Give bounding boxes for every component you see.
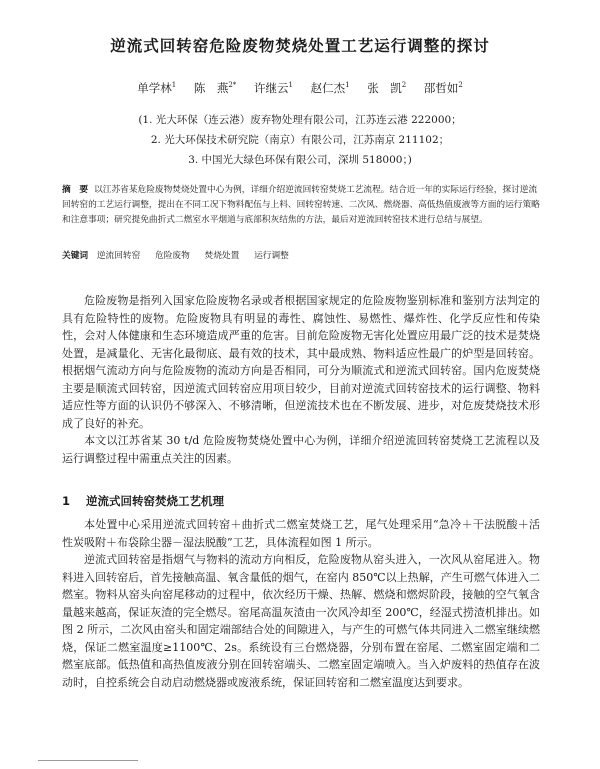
author-list [0, 80, 600, 96]
paragraph: 危险废物是指列入国家危险废物名录或者根据国家规定的危险废物鉴别标准和鉴别方法判定的具有危险特性的废物。危险废物具有明显的毒性、腐蚀性、易燃性、爆炸性、化学反应性和传染性，会对人体健康和生态环境造成严重的危害。目前危险废物无害化处置应用最广泛的技术是焚烧处置，是减量化、无害化最彻底、最有效的技术，其中最成熟、物料适应性最广的炉型是回转窑。根据烟气流动方向与危险废物的流动方向是否相同，可分为顺流式和逆流式回转窑。国内危废焚烧主要是顺流式回转窑，因逆流式回转窑应用项目较少，目前对逆流式回转窑技术的运行调整、物料适应性等方面的认识仍不够深入、不够清晰，但逆流技术也在不断发展、进步，对危废焚烧技术形成了良好的补充。 [62, 294, 540, 430]
footnote-rule [38, 760, 138, 761]
section-number: 1 [62, 494, 71, 508]
paragraph: 本处置中心采用逆流式回转窑＋曲折式二燃室焚烧工艺，尾气处理采用“急冷＋干法脱酸＋活性炭吸附＋布袋除尘器－湿法脱酸”工艺，具体流程如图 1 所示。 [62, 518, 540, 549]
affiliation-2: 2. 光大环保技术研究院（南京）有限公司，江苏南京 211102； [150, 134, 450, 146]
abstract-text: 以江苏省某危险废物焚烧处置中心为例，详细介绍逆流回转窑焚烧工艺流程。结合近一年的实际运行经验，探讨逆流回转窑的工艺运行调整，提出在不同工况下物料配伍与上料、回转窑转速、二次风、燃烧器、高低热值废液等方面的运行策略和注意事项；研究提免曲折式二燃室水平烟道与底部积灰结焦的方法，最后对逆流回转窑技术进行总结与展望。 [62, 185, 540, 225]
keyword: 逆流回转窑 [96, 251, 141, 261]
paper-title: 逆流式回转窑危险废物焚烧处置工艺运行调整的探讨 [110, 37, 490, 55]
affiliation-1: (1. 光大环保（连云港）废弃物处理有限公司，江苏连云港 222000； [138, 114, 462, 126]
author: 张 凯$^2$ [367, 81, 407, 95]
author: 邵哲如$^2$ [423, 81, 463, 95]
abstract-label: 摘 要 [62, 185, 89, 195]
keyword: 运行调整 [254, 251, 289, 261]
keyword: 焚烧处置 [204, 251, 240, 261]
author: 陈 燕$^{2*}$ [193, 81, 237, 95]
author: 单学林$^1$ [137, 81, 177, 95]
author: 赵仁杰$^1$ [310, 81, 350, 95]
affiliation-3: 3. 中国光大绿色环保有限公司，深圳 518000；) [188, 154, 412, 166]
abstract [62, 183, 540, 228]
keyword: 危险废物 [155, 251, 190, 261]
keywords-label: 关键词 [62, 251, 89, 261]
author: 许继云$^1$ [253, 81, 293, 95]
section-heading [62, 493, 224, 509]
section-title: 逆流式回转窑焚烧工艺机理 [86, 494, 225, 508]
intro-body [62, 292, 540, 467]
section-body [62, 516, 540, 691]
paragraph: 本文以江苏省某 30 t/d 危险废物焚烧处置中心为例，详细介绍逆流回转窑焚烧工艺流程以及运行调整过程中需重点关注的因素。 [62, 434, 540, 465]
keywords [62, 249, 540, 261]
paragraph: 逆流式回转窑是指烟气与物料的流动方向相反，危险废物从窑头进入，一次风从窑尾进入。物料进入回转窑后，首先接触高温、氧含量低的烟气，在窑内 850℃以上热解，产生可燃气体进入二燃室。物料从窑头向窑尾移动的过程中，依次经历干燥、热解、燃烧和燃烬阶段，接触的空气氧含量越来越高，保证灰渣的完全燃尽。窑尾高温灰渣由一次风冷却至 200℃，经湿式捞渣机排出。如图 2 所示，二次风由窑头和固定端部结合处的间隙进入，与产生的可燃气体共同进入二燃室继续燃烧，保证二燃室温度≥1100℃、2s。系统设有三台燃烧器，分别布置在窑尾、二燃室固定端和二燃室底部。低热值和高热值废液分别在回转窑端头、二燃室固定端喷入。当入炉废料的热值存在波动时，自控系统会自动启动燃烧器或废液系统，保证回转窑和二燃室温度达到要求。 [62, 553, 540, 689]
